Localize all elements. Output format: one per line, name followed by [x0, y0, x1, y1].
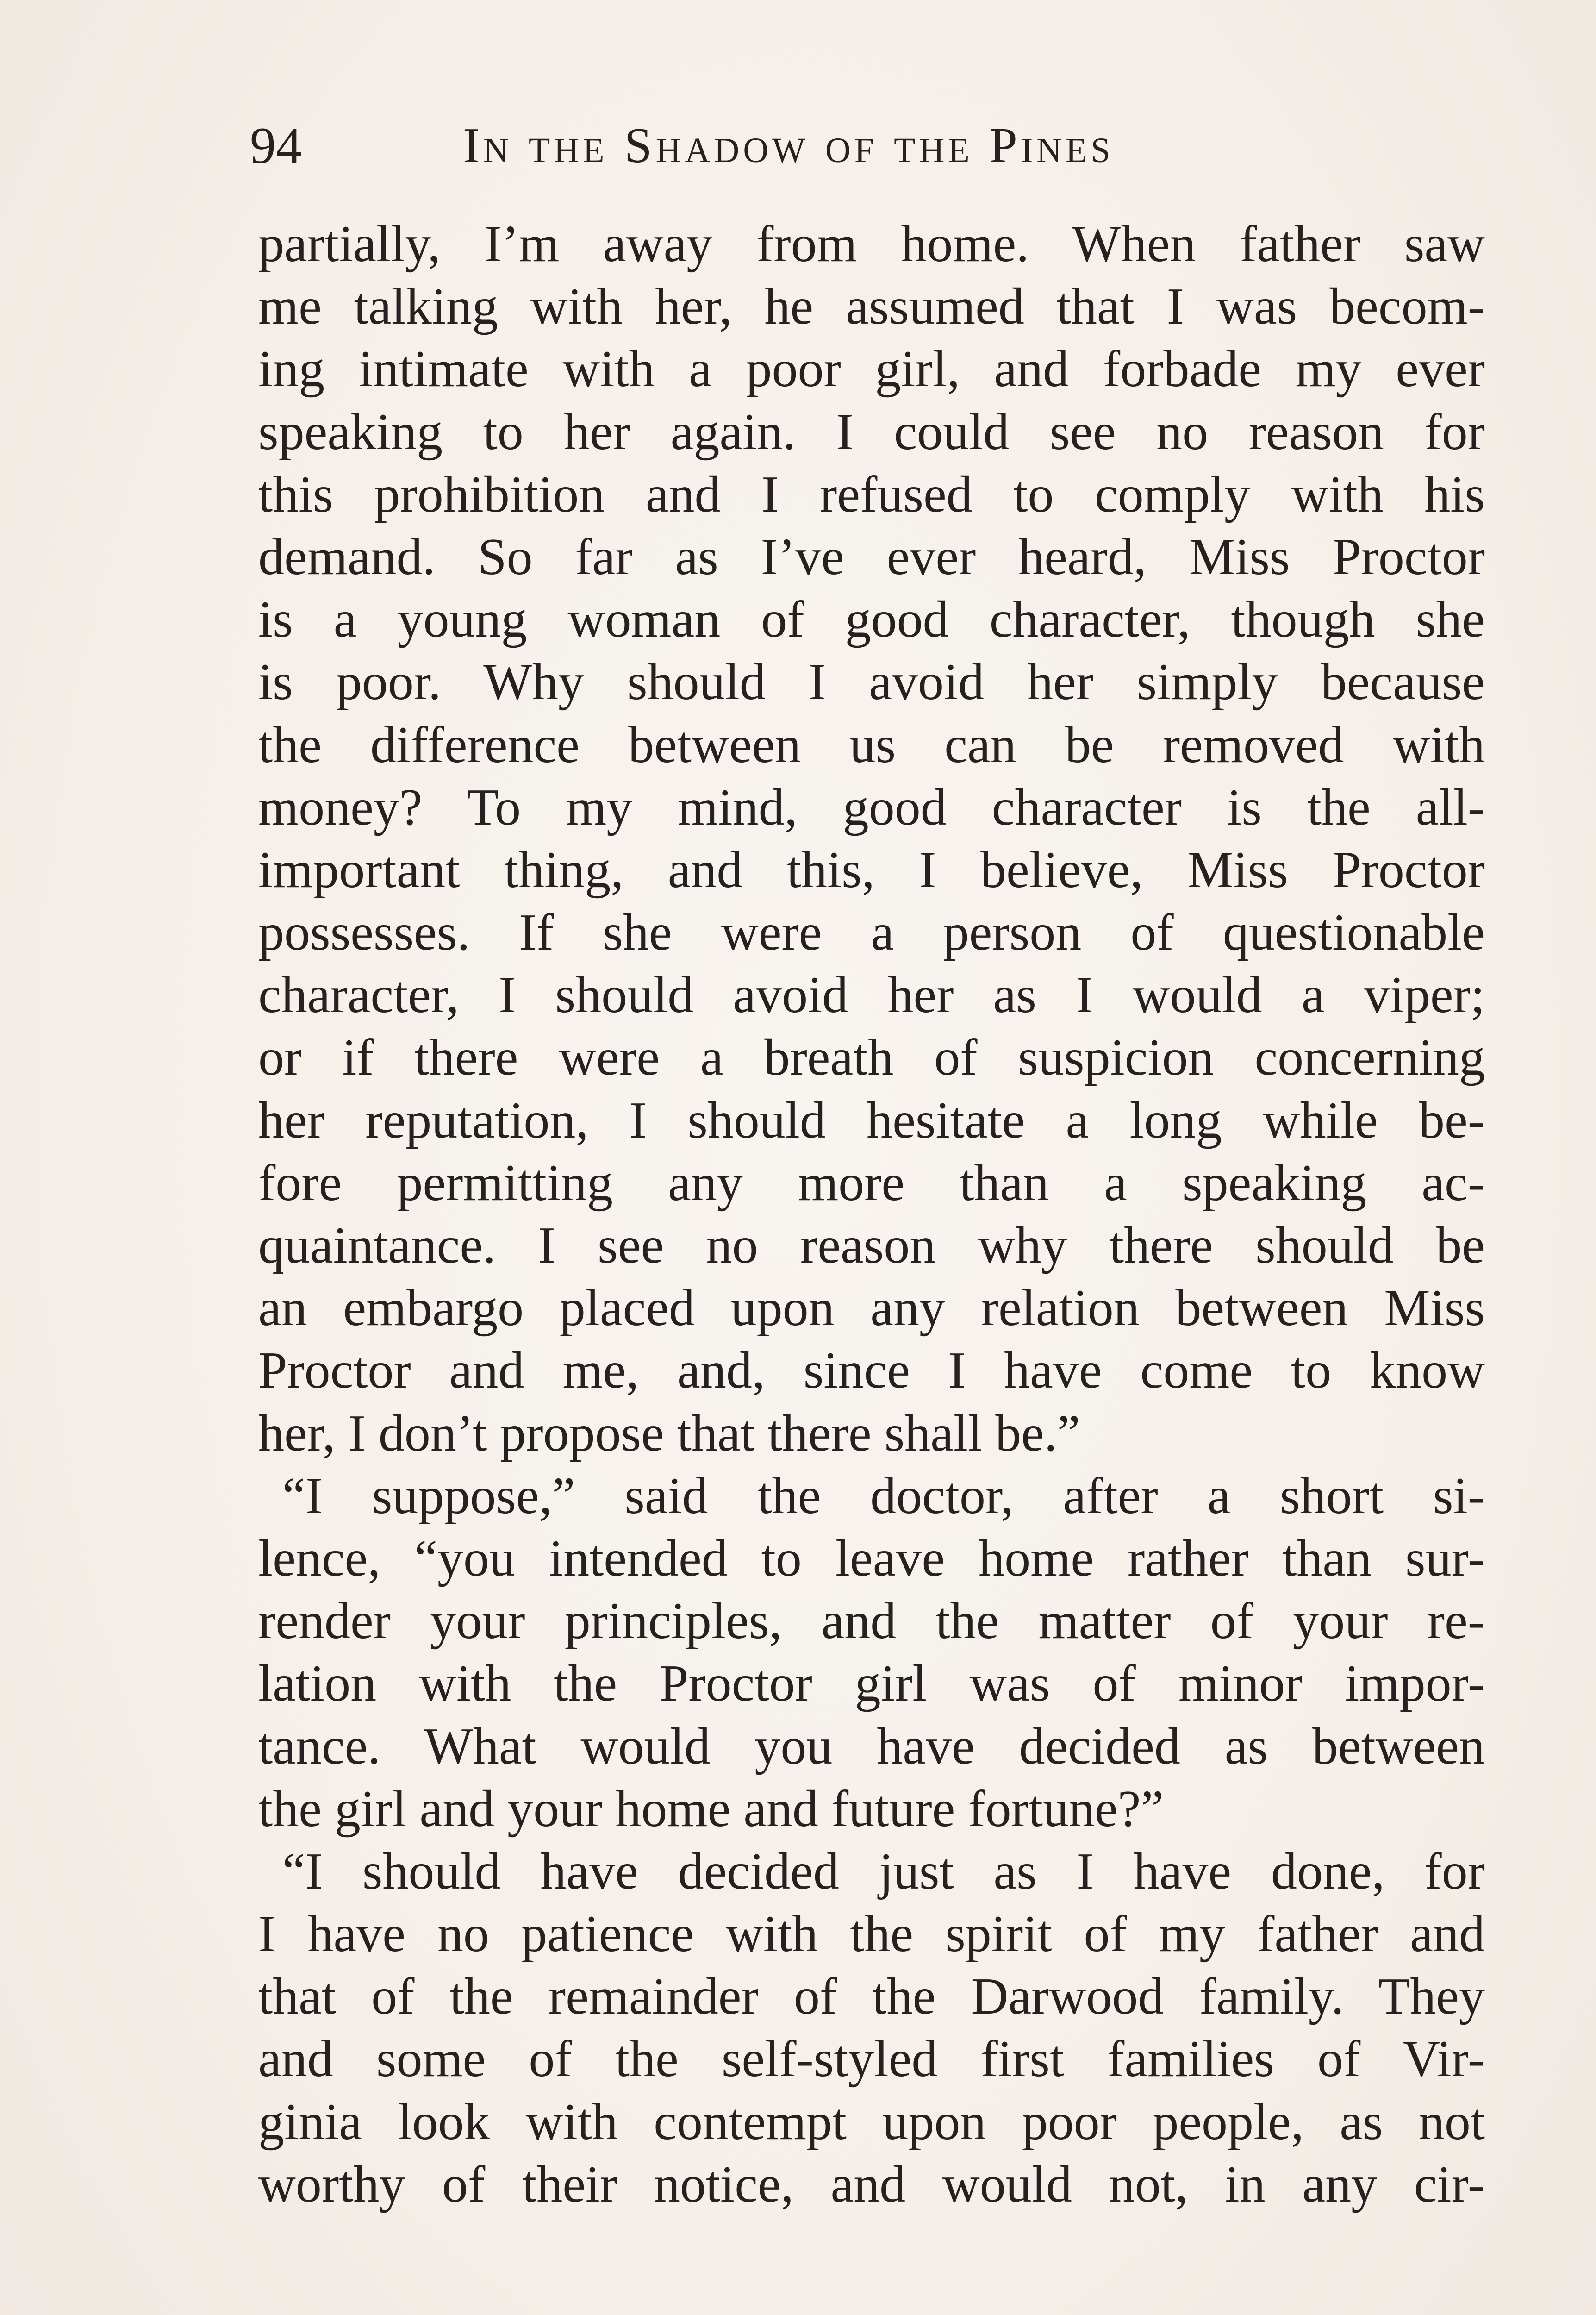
text-line: important thing, and this, I believe, Miss Proctor — [258, 841, 1485, 899]
text-line: an embargo placed upon any relation between Miss — [258, 1279, 1485, 1337]
text-line: partially, I’m away from home. When father saw — [258, 215, 1485, 273]
body-text — [258, 213, 1485, 2216]
text-line: character, I should avoid her as I would a viper; — [258, 966, 1485, 1024]
text-line: fore permitting any more than a speaking ac- — [258, 1154, 1485, 1212]
text-line: ginia look with contempt upon poor people, as not — [258, 2093, 1485, 2151]
text-line: possesses. If she were a person of questionable — [258, 904, 1485, 962]
text-line: lation with the Proctor girl was of minor impor- — [258, 1655, 1485, 1713]
text-line: I have no patience with the spirit of my father and — [258, 1905, 1485, 1963]
text-line: render your principles, and the matter of your re- — [258, 1592, 1485, 1650]
text-line: this prohibition and I refused to comply with his — [258, 465, 1485, 523]
text-line: and some of the self-styled first families of Vir- — [258, 2030, 1485, 2088]
text-line: is poor. Why should I avoid her simply because — [258, 653, 1485, 711]
text-line: quaintance. I see no reason why there should be — [258, 1217, 1485, 1274]
text-line: or if there were a breath of suspicion concerning — [258, 1029, 1485, 1087]
running-head — [250, 111, 1500, 181]
text-line: her reputation, I should hesitate a long while be- — [258, 1091, 1485, 1149]
text-line: “I suppose,” said the doctor, after a short si- — [282, 1467, 1485, 1525]
text-line: her, I don’t propose that there shall be.” — [258, 1404, 1080, 1462]
text-line: Proctor and me, and, since I have come to know — [258, 1342, 1485, 1400]
text-line: speaking to her again. I could see no reason for — [258, 403, 1485, 461]
text-line: that of the remainder of the Darwood family. They — [258, 1968, 1485, 2026]
text-line: ing intimate with a poor girl, and forbade my ever — [258, 340, 1485, 398]
text-line: lence, “you intended to leave home rather than sur- — [258, 1529, 1485, 1587]
text-line: tance. What would you have decided as between — [258, 1717, 1485, 1775]
text-line: money? To my mind, good character is the all- — [258, 778, 1485, 836]
page-number: 94 — [250, 117, 302, 175]
text-line: “I should have decided just as I have done, for — [282, 1842, 1485, 1900]
running-title: In the Shadow of the Pines — [463, 118, 1114, 173]
text-line: worthy of their notice, and would not, in any cir- — [258, 2155, 1485, 2213]
text-line: is a young woman of good character, though she — [258, 591, 1485, 649]
text-line: the girl and your home and future fortune?” — [258, 1780, 1164, 1838]
text-line: the difference between us can be removed with — [258, 716, 1485, 774]
text-line: me talking with her, he assumed that I was becom- — [258, 278, 1485, 336]
text-line: demand. So far as I’ve ever heard, Miss Proctor — [258, 528, 1485, 586]
